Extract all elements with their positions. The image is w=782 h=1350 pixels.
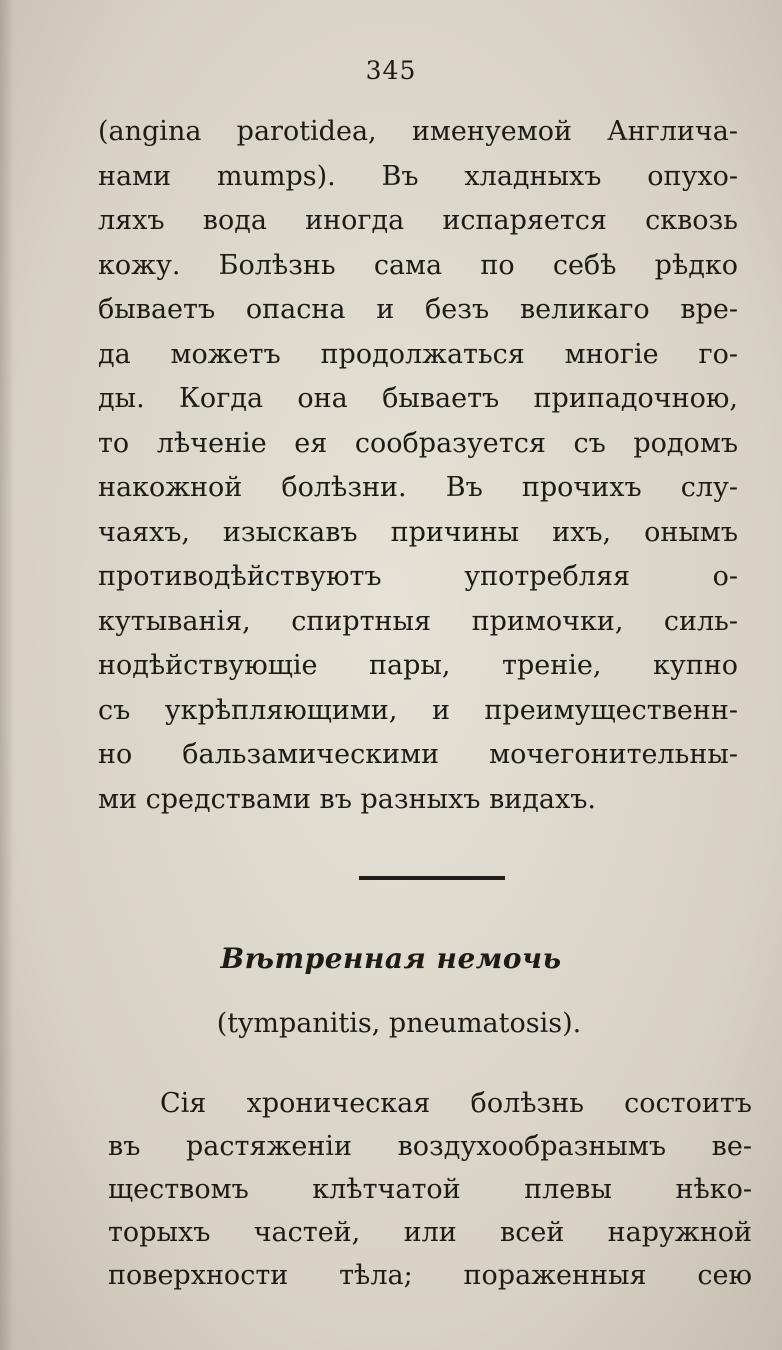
text-line: то лѣченiе ея сообразуется съ родомъ (98, 427, 738, 459)
text-line: чаяхъ, изыскавъ причины ихъ, онымъ (98, 516, 738, 548)
text-line: поверхности тѣла; пораженныя сею (108, 1260, 752, 1291)
section-divider (359, 876, 505, 880)
text-line: нодѣйствующiе пары, тренiе, купно (98, 650, 738, 681)
text-line: торыхъ частей, или всей наружной (108, 1217, 752, 1248)
text-line: Сiя хроническая болѣзнь состоитъ (160, 1088, 752, 1119)
text-line: противодѣйствуютъ употребляя о- (98, 561, 738, 592)
text-line: ды. Когда она бываетъ припадочною, (98, 383, 738, 414)
section-subtitle: (tympanitis, pneumatosis). (216, 1008, 582, 1039)
text-line: кожу. Болѣзнь сама по себѣ рѣдко (98, 249, 738, 281)
text-line: ляхъ вода иногда испаряется сквозь (98, 205, 738, 236)
text-line: (angina parotidea, именуемой Англича- (98, 116, 738, 147)
page-number: 345 (365, 56, 417, 85)
text-line: ми средствами въ разныхъ видахъ. (98, 783, 596, 815)
text-line: ществомъ клѣтчатой плевы нѣко- (108, 1174, 752, 1205)
text-line: кутыванiя, спиртныя примочки, силь- (98, 605, 738, 637)
text-line: нами mumps). Въ хладныхъ опухо- (98, 160, 738, 192)
text-line: но бальзамическими мочегонительны- (98, 739, 738, 770)
text-line: накожной болѣзни. Въ прочихъ слу- (98, 472, 738, 503)
page-binding-shadow (0, 0, 14, 1350)
text-line: бываетъ опасна и безъ великаго вре- (98, 294, 738, 325)
paragraph-continuation (98, 110, 738, 822)
paragraph-section-start (108, 1082, 752, 1297)
section-title: Вѣтренная немочь (220, 942, 562, 975)
text-line: да можетъ продолжаться многiе го- (98, 338, 738, 370)
text-line: въ растяженiи воздухообразнымъ ве- (108, 1131, 752, 1162)
text-line: съ укрѣпляющими, и преимущественн- (98, 694, 738, 726)
